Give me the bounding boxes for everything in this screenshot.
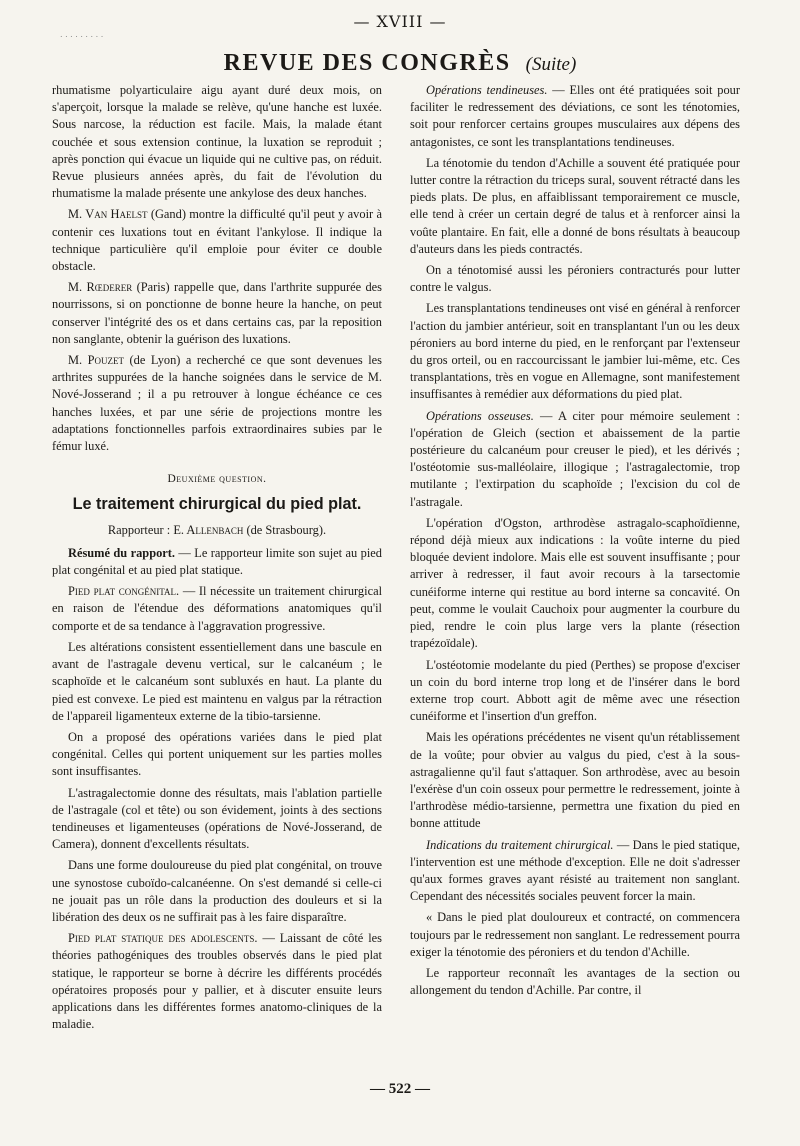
- paragraph: Le rapporteur reconnaît les avantages de la section ou allongement du tendon d'Achille. Par contre, il: [410, 965, 740, 998]
- paragraph: Les altérations consistent essentiellement dans une bascule en avant de l'astragale devenu vertical, sur le calcanéum ; le scaphoïde et le calcanéum sont subluxés en haut. La plante du pied est convexe. Le pied est maintenu en valgus par la rétraction de l'appareil ligamenteux externe de la tibio-tarsienne.: [52, 639, 382, 723]
- rapporteur-name: E. Allenbach: [173, 522, 244, 537]
- paragraph: « Dans le pied plat douloureux et contracté, on commencera toujours par le redressement non sanglant. Le redressement pourra exiger la ténotomie des péroniers et du tendon d'Achille.: [410, 910, 740, 959]
- lead-in: Pied plat congénital.: [68, 584, 180, 599]
- journal-header: [0, 50, 800, 77]
- section-title: Le traitement chirurgical du pied plat.: [72, 495, 362, 514]
- paragraph: rhumatisme polyarticulaire aigu ayant duré deux mois, on s'aperçoit, lorsque la malade se relève, qu'une hanche est luxée. Sous narcose, la réduction est facile. Mais, la malade étant couchée et sous extension continue, la luxation se reproduit ; après ponction qui évacue un liquide qui ne cultive pas, on réduit. Revue plusieurs années après, du fait de l'évolution du rhumatisme la malade présente une ankylose des deux hanches.: [52, 83, 382, 201]
- paragraph: Opérations tendineuses. — Elles ont été pratiquées soit pour faciliter le redressement des déviations, ce sont les ténotomies, soit pour renforcer certains groupes musculaires aux dépens des antagonistes, ce sont les transplantations tendineuses.: [410, 83, 740, 149]
- paragraph: L'ostéotomie modelante du pied (Perthes) se propose d'exciser un coin du bord interne trop long et de l'insérer dans le bord externe trop court. Abbott agit de même avec une résection cunéiforme et l'insertion d'un greffon.: [410, 657, 740, 724]
- paragraph: La ténotomie du tendon d'Achille a souvent été pratiquée pour lutter contre la rétraction du triceps sural, souvent rétracté dans les pieds plats. De plus, en affaiblissant temporairement ce muscle, elle tend à créer un certain degré de talus et à renforcer ainsi la voûte plantaire. En fait, elle a donné de bons résultats à beaucoup d'auteurs dans les pieds contractés.: [410, 155, 740, 256]
- journal-title: REVUE DES CONGRÈS: [223, 50, 511, 76]
- lead-in: Résumé du rapport.: [68, 545, 176, 560]
- paragraph: Résumé du rapport. — Le rapporteur limite son sujet au pied plat congénital et au pied plat statique.: [52, 545, 382, 578]
- paragraph: On a proposé des opérations variées dans le pied plat congénital. Celles qui portent uniquement sur les parties molles sont insuffisantes.: [52, 729, 382, 779]
- paragraph: Pied plat statique des adolescents. — Laissant de côté les théories pathogéniques des troubles observés dans le pied plat statique, le rapporteur se borne à décrire les différents procédés opératoires proposés pour y pallier, et à discuter ensuite leurs applications dans les différentes formes anatomo-cliniques de la maladie.: [52, 931, 382, 1032]
- top-marks: . . . . . . . . .: [60, 30, 104, 39]
- paragraph: Pied plat congénital. — Il nécessite un traitement chirurgical en raison de l'étendue des déformations anatomiques qu'il comporte et de sa tendance à l'aggravation progressive.: [52, 584, 383, 633]
- rapporteur-line: Rapporteur : E. Allenbach (de Strasbourg).: [107, 522, 327, 537]
- paragraph: Mais les opérations précédentes ne visent qu'un rétablissement de la voûte; pour obvier au valgus du pied, c'est à la sous-astragalienne qu'il faut s'attaquer. Son arthrodèse, avec au besoin l'exérèse d'un coin osseux pour permettre le redressement, jointe à l'arthrodèse médio-tarsienne, permettra une fixation du pied en bonne attitude: [410, 730, 740, 831]
- paragraph: M. Van Haelst (Gand) montre la difficulté qu'il peut y avoir à contenir ces luxations tout en évitant l'ankylose. Il indique la technique particulière qu'il emploie pour éviter ce double obstacle.: [52, 207, 382, 274]
- author-name: M. Van Haelst: [68, 207, 148, 222]
- lead-in: Pied plat statique des adolescents.: [68, 931, 258, 946]
- paragraph: L'opération d'Ogston, arthrodèse astragalo-scaphoïdienne, répond déjà mieux aux indications : la voûte interne du pied bloquée devient indolore. Mais elle est souvent insuffisante ; pour arriver à redresser, il faut avoir recours à la tarsectomie cunéiforme interne qui restitue au bord interne sa concavité. On peut, comme le voulait Cauchoix pour augmenter la courbure du pied, rendre le coin plus large vers la plante (résection trapézoïdale).: [410, 515, 740, 651]
- paragraph: On a ténotomisé aussi les péroniers contracturés pour lutter contre le valgus.: [410, 263, 740, 295]
- paragraph: Indications du traitement chirurgical. — Dans le pied statique, l'intervention est une méthode d'exception. Elle ne doit s'adresser qu'aux formes graves ayant résisté au traitement non sanglant. Cependant des nécessités sociales peuvent forcer la main.: [410, 837, 740, 904]
- paragraph: L'astragalectomie donne des résultats, mais l'ablation partielle de l'astragale (col et tête) ou son évidement, joints à des sections tendineuses et ligamenteuses (opérations de Nové-Josserand, de Camera), donnent d'excellents résultats.: [52, 785, 382, 852]
- page-roman-number: — XVIII —: [353, 12, 447, 31]
- author-name: M. Rœderer: [68, 280, 133, 295]
- paragraph: Opérations osseuses. — A citer pour mémoire seulement : l'opération de Gleich (section et abaissement de la partie postérieure du calcanéum pour creuser le pied), et les dérivés ; l'ostéotomie sus-malléolaire, illogique ; l'astragalectomie, trop mutilante ; l'extirpation du scaphoïde ; l'excision du col de l'astragale.: [410, 408, 740, 509]
- author-name: M. Pouzet: [68, 353, 124, 368]
- right-column: [410, 82, 740, 999]
- left-column: [52, 82, 382, 1033]
- question-heading: Deuxième question.: [167, 473, 267, 486]
- paragraph: Les transplantations tendineuses ont visé en général à renforcer l'action du jambier antérieur, soit en transplantant l'un ou les deux péroniers au bord interne du pied, en le renforçant par l'extenseur du gros orteil, ou en raccourcissant le jambier lui-même, etc. Ces transplantations, très en vogue en Allemagne, sont manifestement insuffisantes à remédier aux déformations du pied plat.: [410, 301, 740, 402]
- paragraph: M. Rœderer (Paris) rappelle que, dans l'arthrite suppurée des nourrissons, si on ponctionne de bonne heure la hanche, on peut conserver l'intégrité des os et dans certains cas, par la reposition non sanglante, obtenir la guérison des luxations.: [52, 280, 382, 346]
- page-number: — 522 —: [370, 1081, 430, 1097]
- paragraph: M. Pouzet (de Lyon) a recherché ce que sont devenues les arthrites suppurées de la hanche soignées dans le service de M. Nové-Josserand ; il a pu retrouver à longue échéance ce ces hanches luxées, et par une série de projections montre les adaptations fonctionnelles parfois extraordinaires subies par le fémur luxé.: [52, 353, 382, 454]
- lead-in: Opérations osseuses.: [426, 408, 534, 423]
- journal-suite: (Suite): [525, 54, 577, 75]
- lead-in: Indications du traitement chirurgical.: [426, 837, 614, 852]
- paragraph: Dans une forme douloureuse du pied plat congénital, on trouve une synostose cuboïdo-calcanéenne. On s'est demandé si celle-ci ne jouait pas un rôle dans la production des douleurs et si la libération des deux os ne suffirait pas à les faire disparaître.: [52, 858, 382, 924]
- lead-in: Opérations tendineuses.: [426, 83, 548, 97]
